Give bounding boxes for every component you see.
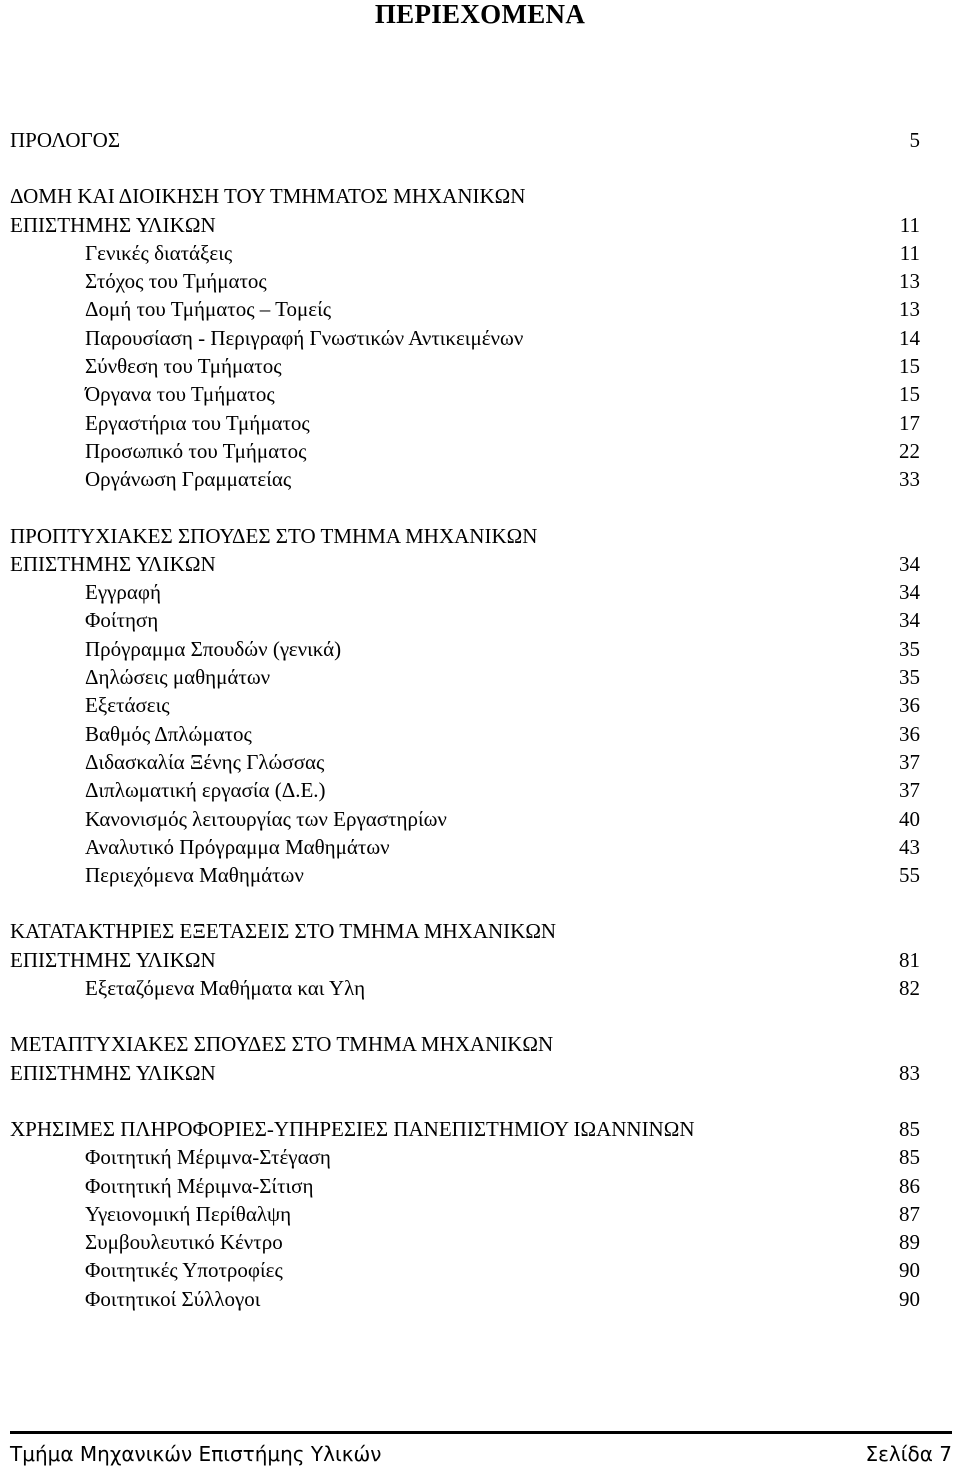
toc-entry-page: 35 — [899, 636, 920, 661]
toc-entry-page: 90 — [899, 1286, 920, 1311]
toc-entry — [10, 606, 920, 634]
toc-entry-page: 90 — [899, 1258, 920, 1283]
footer-page-number: Σελίδα 7 — [865, 1442, 952, 1466]
toc-entry-label: ΠΡΟΛΟΓΟΣ — [10, 128, 121, 152]
toc-entry-label: Φοιτητικοί Σύλλογοι — [85, 1286, 261, 1311]
toc-entry — [10, 663, 920, 691]
toc-entry-page: 89 — [899, 1230, 920, 1255]
toc-entry — [10, 352, 920, 380]
toc-entry — [10, 295, 920, 323]
toc-entry — [10, 465, 920, 493]
toc-entry-label: Περιεχόμενα Μαθημάτων — [85, 863, 304, 888]
toc-entry-page: 13 — [899, 269, 920, 294]
toc-entry — [10, 437, 920, 465]
toc-entry — [10, 1143, 920, 1171]
toc-entry-page: 82 — [899, 976, 920, 1001]
toc-entry-label: Πρόγραμμα Σπουδών (γενικά) — [85, 636, 342, 661]
toc-entry — [10, 805, 920, 833]
toc-entry — [10, 1200, 920, 1228]
toc-entry-label: Εξετάσεις — [85, 693, 170, 718]
toc-entry-page: 83 — [899, 1060, 920, 1085]
toc-entry — [10, 211, 920, 239]
toc-entry-label: Γενικές διατάξεις — [85, 240, 233, 265]
toc-entry — [10, 974, 920, 1002]
toc-entry-label: Παρουσίαση - Περιγραφή Γνωστικών Αντικειμένων — [85, 325, 524, 350]
toc-entry — [10, 1285, 920, 1313]
toc-entry-page: 15 — [899, 354, 920, 379]
toc-entry-page: 33 — [899, 467, 920, 492]
toc-entry — [10, 776, 920, 804]
toc-entry-label: Φοιτητικές Υποτροφίες — [85, 1258, 283, 1283]
toc-entry-page: 40 — [899, 806, 920, 831]
toc-entry-page: 55 — [899, 863, 920, 888]
toc-entry-label: Διδασκαλία Ξένης Γλώσσας — [85, 749, 325, 774]
toc-entry — [10, 182, 920, 210]
toc-entry-page: 87 — [899, 1201, 920, 1226]
toc-entry-page: 34 — [899, 551, 920, 576]
toc-entry — [10, 720, 920, 748]
toc-entry-label: ΕΠΙΣΤΗΜΗΣ ΥΛΙΚΩΝ — [10, 947, 216, 972]
toc-entry-page: 37 — [899, 778, 920, 803]
toc-entry-page: 37 — [899, 749, 920, 774]
toc-entry — [10, 380, 920, 408]
toc-entry-page: 36 — [899, 693, 920, 718]
toc-entry — [10, 748, 920, 776]
toc-entry — [10, 409, 920, 437]
toc-entry — [10, 1172, 920, 1200]
toc-entry-page: 36 — [899, 721, 920, 746]
toc-entry — [10, 550, 920, 578]
toc-entry-label: Εξεταζόμενα Μαθήματα και Υλη — [85, 976, 366, 1001]
toc-entry — [10, 1030, 920, 1058]
page-footer — [10, 1439, 952, 1469]
toc-entry-label: Οργάνωση Γραμματείας — [85, 467, 292, 492]
toc-entry-label: ΕΠΙΣΤΗΜΗΣ ΥΛΙΚΩΝ — [10, 212, 216, 237]
toc-entry-label: ΕΠΙΣΤΗΜΗΣ ΥΛΙΚΩΝ — [10, 551, 216, 576]
toc-entry — [10, 1115, 920, 1143]
toc-entry-label: ΧΡΗΣΙΜΕΣ ΠΛΗΡΟΦΟΡΙΕΣ-ΥΠΗΡΕΣΙΕΣ ΠΑΝΕΠΙΣΤΗΜΙΟΥ ΙΩΑΝΝΙΝΩΝ — [10, 1116, 695, 1141]
toc-entry — [10, 324, 920, 352]
toc-entry — [10, 635, 920, 663]
toc-entry — [10, 917, 920, 945]
toc-entry-page: 35 — [899, 665, 920, 690]
toc-entry-page: 17 — [899, 410, 920, 435]
toc-entry-page: 85 — [899, 1116, 920, 1141]
toc-entry-page: 15 — [899, 382, 920, 407]
table-of-contents — [10, 126, 920, 1313]
toc-entry-page: 34 — [899, 580, 920, 605]
toc-entry-label: Φοιτητική Μέριμνα-Στέγαση — [85, 1145, 331, 1170]
toc-entry — [10, 1059, 920, 1087]
toc-entry-page: 13 — [899, 297, 920, 322]
footer-department: Τμήμα Μηχανικών Επιστήμης Υλικών — [10, 1442, 382, 1466]
toc-entry-page: 34 — [899, 608, 920, 633]
toc-entry-label: ΕΠΙΣΤΗΜΗΣ ΥΛΙΚΩΝ — [10, 1060, 216, 1085]
toc-entry — [10, 578, 920, 606]
toc-entry-label: Φοίτηση — [85, 608, 159, 633]
toc-entry — [10, 1228, 920, 1256]
toc-entry-label: Υγειονομική Περίθαλψη — [85, 1201, 292, 1226]
toc-entry — [10, 522, 920, 550]
toc-entry-label: Φοιτητική Μέριμνα-Σίτιση — [85, 1173, 314, 1198]
toc-entry-label: Όργανα του Τμήματος — [85, 382, 275, 407]
toc-entry-label: Κανονισμός λειτουργίας των Εργαστηρίων — [85, 806, 447, 831]
toc-entry-label: ΚΑΤΑΤΑΚΤΗΡΙΕΣ ΕΞΕΤΑΣΕΙΣ ΣΤΟ ΤΜΗΜΑ ΜΗΧΑΝΙΚΩΝ — [10, 919, 557, 944]
toc-entry-label: ΔΟΜΗ ΚΑΙ ΔΙΟΙΚΗΣΗ ΤΟΥ ΤΜΗΜΑΤΟΣ ΜΗΧΑΝΙΚΩΝ — [10, 184, 526, 209]
toc-entry-label: Δομή του Τμήματος – Τομείς — [85, 297, 332, 322]
toc-entry-page: 5 — [909, 128, 920, 152]
toc-entry — [10, 861, 920, 889]
toc-entry-page: 43 — [899, 834, 920, 859]
toc-entry-label: Σύνθεση του Τμήματος — [85, 354, 282, 379]
toc-entry — [10, 239, 920, 267]
toc-entry-page: 85 — [899, 1145, 920, 1170]
toc-entry-label: Συμβουλευτικό Κέντρο — [85, 1230, 283, 1255]
toc-entry-label: Στόχος του Τμήματος — [85, 269, 267, 294]
toc-entry-page: 11 — [899, 212, 920, 237]
toc-entry-page: 81 — [899, 947, 920, 972]
toc-entry — [10, 691, 920, 719]
toc-entry-page: 86 — [899, 1173, 920, 1198]
toc-entry-page: 22 — [899, 438, 920, 463]
toc-entry-label: Δηλώσεις μαθημάτων — [85, 665, 271, 690]
toc-entry-label: Εργαστήρια του Τμήματος — [85, 410, 310, 435]
toc-entry-page: 11 — [899, 240, 920, 265]
toc-entry — [10, 126, 920, 154]
toc-entry-page: 14 — [899, 325, 920, 350]
toc-entry — [10, 267, 920, 295]
toc-entry — [10, 1256, 920, 1284]
toc-entry-label: Βαθμός Δπλώματος — [85, 721, 252, 746]
toc-entry — [10, 833, 920, 861]
page-title: ΠΕΡΙΕΧΟΜΕΝΑ — [374, 0, 586, 29]
toc-entry — [10, 946, 920, 974]
toc-entry-label: ΜΕΤΑΠΤΥΧΙΑΚΕΣ ΣΠΟΥΔΕΣ ΣΤΟ ΤΜΗΜΑ ΜΗΧΑΝΙΚΩΝ — [10, 1032, 554, 1057]
toc-entry-label: Διπλωματική εργασία (Δ.Ε.) — [85, 778, 326, 803]
footer-divider — [10, 1431, 952, 1434]
toc-entry-label: Εγγραφή — [85, 580, 161, 605]
toc-entry-label: ΠΡΟΠΤΥΧΙΑΚΕΣ ΣΠΟΥΔΕΣ ΣΤΟ ΤΜΗΜΑ ΜΗΧΑΝΙΚΩΝ — [10, 523, 538, 548]
toc-entry-label: Προσωπικό του Τμήματος — [85, 438, 307, 463]
toc-entry-label: Αναλυτικό Πρόγραμμα Μαθημάτων — [85, 834, 390, 859]
